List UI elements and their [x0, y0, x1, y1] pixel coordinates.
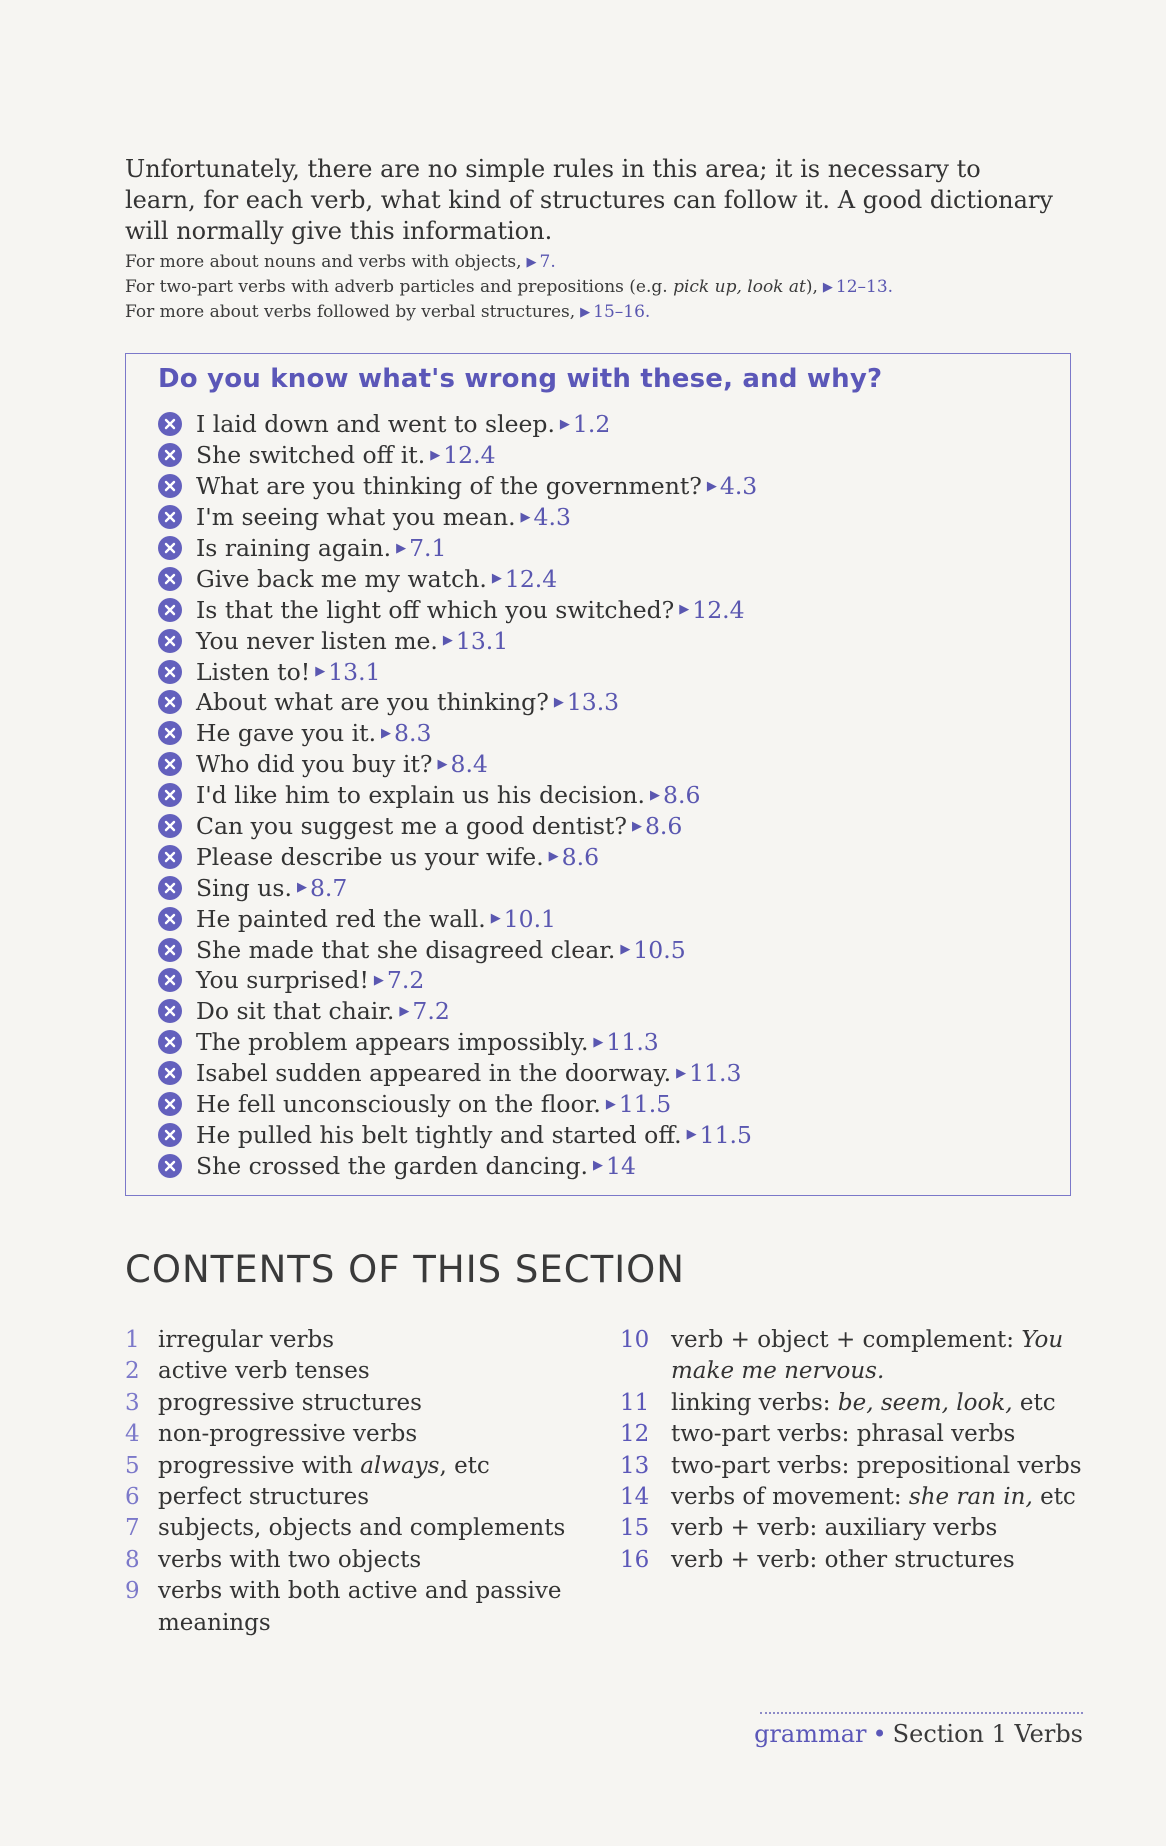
reference-example: pick up, look at	[673, 277, 806, 297]
quiz-sentence: She switched off it.	[196, 441, 426, 470]
contents-entry[interactable]	[620, 1545, 1090, 1576]
pointer-arrow-icon: ▶	[559, 416, 570, 432]
quiz-sentence: He painted red the wall.	[196, 904, 486, 933]
pointer-arrow-icon: ▶	[296, 880, 307, 896]
contents-title	[158, 1356, 615, 1387]
contents-number: 13	[620, 1452, 650, 1479]
wrong-cross-icon	[158, 876, 182, 900]
quiz-sentence: Can you suggest me a good dentist?	[196, 812, 627, 841]
quiz-reference-link[interactable]: 14	[606, 1151, 636, 1180]
wrong-cross-icon	[158, 907, 182, 931]
contents-entry[interactable]	[620, 1388, 1090, 1419]
quiz-reference-link[interactable]: 8.6	[561, 842, 600, 871]
quiz-reference-link[interactable]: 12.4	[692, 595, 745, 624]
wrong-cross-icon	[158, 1061, 182, 1085]
contents-column-right	[620, 1325, 1090, 1576]
reference-line	[125, 275, 1055, 300]
quiz-item	[158, 440, 757, 471]
quiz-item	[158, 656, 757, 687]
contents-title-part: perfect structures	[158, 1484, 370, 1511]
contents-entry[interactable]	[620, 1482, 1090, 1513]
contents-title	[158, 1576, 615, 1639]
contents-title-part: two-part verbs: prepositional verbs	[671, 1452, 1082, 1479]
wrong-cross-icon	[158, 474, 182, 498]
quiz-reference-link[interactable]: 11.3	[689, 1059, 742, 1088]
pointer-arrow-icon: ▶	[686, 1127, 697, 1143]
quiz-item	[158, 533, 757, 564]
contents-title	[671, 1513, 1090, 1544]
quiz-sentence: She made that she disagreed clear.	[196, 935, 616, 964]
intro-paragraph: Unfortunately, there are no simple rules in this area; it is necessary to learn, for each verb, what kind of structures can follow it. A good dictionary will normally give this information.	[125, 155, 1053, 245]
contents-entry[interactable]	[125, 1388, 615, 1419]
quiz-sentence: Please describe us your wife.	[196, 842, 544, 871]
quiz-reference-link[interactable]: 11.5	[618, 1090, 672, 1119]
footer-divider	[760, 1712, 1083, 1714]
contents-number: 4	[125, 1421, 140, 1448]
contents-title-part: You make me nervous.	[671, 1327, 1064, 1385]
quiz-reference-link[interactable]: 7.2	[386, 966, 425, 995]
pointer-arrow-icon: ▶	[396, 540, 407, 556]
contents-number: 5	[125, 1452, 140, 1479]
reference-text: For two-part verbs with adverb particles and prepositions (e.g.	[125, 277, 668, 297]
contents-number: 2	[125, 1358, 140, 1385]
quiz-item	[158, 718, 757, 749]
pointer-arrow-icon: ▶	[373, 972, 384, 988]
contents-entry[interactable]	[620, 1325, 1090, 1388]
wrong-cross-icon	[158, 721, 182, 745]
contents-number: 11	[620, 1389, 650, 1416]
wrong-cross-icon	[158, 629, 182, 653]
wrong-cross-icon	[158, 1123, 182, 1147]
wrong-cross-icon	[158, 598, 182, 622]
wrong-cross-icon	[158, 845, 182, 869]
contents-title-part: etc	[1032, 1484, 1076, 1511]
contents-number: 15	[620, 1515, 650, 1542]
quiz-sentence: I'm seeing what you mean.	[196, 503, 516, 532]
reference-line	[125, 300, 1055, 325]
quiz-box	[125, 353, 1071, 1196]
wrong-cross-icon	[158, 752, 182, 776]
pointer-arrow-icon: ▶	[430, 447, 441, 463]
contents-title-part: irregular verbs	[158, 1327, 334, 1353]
contents-entry[interactable]	[125, 1451, 615, 1482]
contents-number: 7	[125, 1515, 140, 1542]
contents-title	[671, 1451, 1090, 1482]
contents-title	[158, 1513, 615, 1544]
contents-title-part: always	[360, 1452, 440, 1479]
pointer-arrow-icon: ▶	[822, 280, 833, 295]
quiz-item	[158, 996, 757, 1027]
contents-title-part: active verb tenses	[158, 1358, 370, 1385]
quiz-reference-link[interactable]: 11.3	[606, 1028, 659, 1057]
pointer-arrow-icon: ▶	[620, 942, 631, 958]
contents-entry[interactable]	[125, 1482, 615, 1513]
wrong-cross-icon	[158, 536, 182, 560]
quiz-reference-link[interactable]: 13.1	[328, 657, 381, 686]
quiz-title: Do you know what's wrong with these, and why?	[158, 364, 883, 394]
contents-number: 9	[125, 1578, 140, 1605]
quiz-item	[158, 1150, 757, 1181]
quiz-reference-link[interactable]: 7.1	[409, 534, 447, 562]
pointer-arrow-icon: ▶	[679, 602, 690, 618]
contents-title-part: progressive structures	[158, 1389, 422, 1416]
quiz-sentence: Who did you buy it?	[196, 750, 433, 779]
wrong-cross-icon	[158, 443, 182, 467]
contents-number: 12	[620, 1421, 650, 1448]
pointer-arrow-icon: ▶	[526, 255, 537, 270]
quiz-reference-link[interactable]: 7.2	[412, 997, 450, 1026]
quiz-item	[158, 934, 757, 965]
quiz-reference-link[interactable]: 8.7	[309, 873, 348, 902]
quiz-reference-link[interactable]: 12.4	[504, 564, 558, 593]
contents-number: 10	[620, 1327, 650, 1353]
contents-number: 14	[620, 1484, 650, 1511]
quiz-item	[158, 687, 757, 718]
quiz-item	[158, 1027, 757, 1058]
quiz-sentence: I'd like him to explain us his decision.	[196, 781, 646, 810]
contents-title-part: be, seem, look,	[837, 1389, 1013, 1416]
wrong-cross-icon	[158, 968, 182, 992]
pointer-arrow-icon: ▶	[315, 664, 326, 680]
quiz-sentence: He fell unconsciously on the floor.	[196, 1090, 601, 1119]
footer-grammar: grammar	[754, 1720, 867, 1748]
wrong-cross-icon	[158, 1154, 182, 1178]
wrong-cross-icon	[158, 412, 182, 436]
contents-number: 1	[125, 1327, 140, 1353]
contents-entry[interactable]	[620, 1513, 1090, 1544]
quiz-reference-link[interactable]: 11.5	[699, 1120, 752, 1149]
footer-bullet: •	[872, 1720, 887, 1748]
quiz-item	[158, 903, 757, 934]
reference-text: ),	[805, 277, 818, 297]
quiz-item	[158, 625, 757, 656]
quiz-sentence: You surprised!	[196, 966, 369, 995]
quiz-item	[158, 841, 757, 872]
reference-text: For more about verbs followed by verbal structures,	[125, 302, 576, 322]
quiz-sentence: He pulled his belt tightly and started off.	[196, 1120, 682, 1149]
pointer-arrow-icon: ▶	[676, 1065, 687, 1081]
contents-title-part: verb + object + complement:	[671, 1327, 1022, 1353]
quiz-sentence: He gave you it.	[196, 719, 377, 748]
reference-link[interactable]: 7.	[539, 252, 556, 272]
pointer-arrow-icon: ▶	[553, 694, 564, 710]
quiz-sentence: Do sit that chair.	[196, 997, 395, 1026]
reference-link[interactable]: 12–13.	[835, 277, 894, 297]
contents-column-left	[125, 1325, 615, 1639]
quiz-item	[158, 872, 757, 903]
contents-title	[671, 1545, 1090, 1576]
quiz-sentence: You never listen me.	[196, 626, 438, 655]
running-footer	[754, 1720, 1083, 1748]
contents-title-part: verbs with two objects	[158, 1546, 422, 1573]
quiz-item	[158, 409, 757, 440]
pointer-arrow-icon: ▶	[548, 849, 559, 865]
pointer-arrow-icon: ▶	[381, 725, 392, 741]
pointer-arrow-icon: ▶	[520, 509, 531, 525]
quiz-sentence: About what are you thinking?	[196, 688, 549, 717]
quiz-item	[158, 1058, 757, 1089]
contents-entry[interactable]	[125, 1356, 615, 1387]
contents-title	[671, 1325, 1090, 1388]
contents-entry[interactable]	[620, 1451, 1090, 1482]
contents-entry[interactable]	[125, 1419, 615, 1450]
pointer-arrow-icon: ▶	[437, 756, 448, 772]
footer-section: Section 1 Verbs	[892, 1720, 1083, 1748]
pointer-arrow-icon: ▶	[605, 1096, 616, 1112]
quiz-reference-link[interactable]: 8.6	[663, 781, 701, 810]
quiz-sentence: I laid down and went to sleep.	[196, 410, 555, 439]
contents-number: 8	[125, 1546, 140, 1573]
quiz-reference-link[interactable]: 8.6	[644, 812, 683, 841]
quiz-reference-link[interactable]: 12.4	[443, 441, 496, 470]
contents-title-part: verbs with both active and passive meanings	[158, 1578, 562, 1636]
quiz-reference-link[interactable]: 13.3	[566, 688, 620, 717]
wrong-cross-icon	[158, 938, 182, 962]
contents-entry[interactable]	[125, 1325, 615, 1356]
pointer-arrow-icon: ▶	[490, 911, 501, 927]
wrong-cross-icon	[158, 690, 182, 714]
contents-title	[671, 1388, 1090, 1419]
contents-title-part: verb + verb: other structures	[671, 1546, 1015, 1573]
quiz-reference-link[interactable]: 13.1	[455, 626, 509, 655]
reference-line	[125, 250, 1055, 275]
wrong-cross-icon	[158, 567, 182, 591]
contents-entry[interactable]	[125, 1513, 615, 1544]
quiz-item	[158, 780, 757, 811]
pointer-arrow-icon: ▶	[631, 818, 642, 834]
cross-references	[125, 250, 1055, 325]
pointer-arrow-icon: ▶	[593, 1034, 604, 1050]
quiz-item	[158, 1119, 757, 1150]
contents-title-part: she ran in,	[908, 1484, 1033, 1511]
quiz-reference-link[interactable]: 4.3	[533, 503, 571, 532]
wrong-cross-icon	[158, 505, 182, 529]
contents-title	[158, 1451, 615, 1482]
wrong-cross-icon	[158, 783, 182, 807]
contents-title	[671, 1482, 1090, 1513]
quiz-reference-link[interactable]: 10.5	[633, 935, 686, 964]
pointer-arrow-icon: ▶	[491, 571, 502, 587]
contents-title	[158, 1545, 615, 1576]
quiz-item	[158, 563, 757, 594]
contents-number: 16	[620, 1546, 650, 1573]
quiz-sentence: Is raining again.	[196, 534, 392, 562]
quiz-sentence: Sing us.	[196, 873, 292, 902]
quiz-item	[158, 1089, 757, 1120]
contents-title-part: verb + verb: auxiliary verbs	[671, 1515, 998, 1542]
quiz-item	[158, 594, 757, 625]
contents-entry[interactable]	[125, 1545, 615, 1576]
contents-title	[158, 1325, 615, 1356]
wrong-cross-icon	[158, 814, 182, 838]
pointer-arrow-icon: ▶	[650, 787, 661, 803]
quiz-sentence: The problem appears impossibly.	[196, 1028, 589, 1057]
pointer-arrow-icon: ▶	[706, 478, 717, 494]
reference-text: For more about nouns and verbs with objects,	[125, 252, 522, 272]
contents-title-part: two-part verbs: phrasal verbs	[671, 1421, 1016, 1448]
wrong-cross-icon	[158, 1030, 182, 1054]
pointer-arrow-icon: ▶	[580, 305, 591, 320]
quiz-reference-link[interactable]: 8.3	[394, 719, 432, 748]
quiz-sentence: Give back me my watch.	[196, 564, 487, 593]
contents-entry[interactable]	[125, 1576, 615, 1639]
contents-heading: CONTENTS OF THIS SECTION	[125, 1248, 685, 1291]
contents-title	[158, 1482, 615, 1513]
quiz-reference-link[interactable]: 4.3	[719, 472, 758, 501]
quiz-reference-link[interactable]: 8.4	[450, 750, 488, 779]
contents-number: 3	[125, 1389, 140, 1416]
quiz-sentence: Is that the light off which you switched?	[196, 595, 675, 624]
contents-entry[interactable]	[620, 1419, 1090, 1450]
wrong-cross-icon	[158, 660, 182, 684]
wrong-cross-icon	[158, 999, 182, 1023]
quiz-reference-link[interactable]: 10.1	[503, 904, 557, 933]
contents-title	[158, 1388, 615, 1419]
contents-title	[671, 1419, 1090, 1450]
quiz-item	[158, 749, 757, 780]
contents-title-part: progressive with	[158, 1452, 361, 1479]
wrong-cross-icon	[158, 1092, 182, 1116]
contents-title-part: verbs of movement:	[671, 1484, 909, 1511]
quiz-reference-link[interactable]: 1.2	[572, 410, 611, 439]
contents-title-part: etc	[1012, 1389, 1056, 1416]
reference-link[interactable]: 15–16.	[593, 302, 651, 322]
contents-title-part: subjects, objects and complements	[158, 1515, 566, 1542]
quiz-sentence: What are you thinking of the government?	[196, 472, 702, 501]
quiz-item	[158, 811, 757, 842]
quiz-sentence: Listen to!	[196, 657, 311, 686]
quiz-item	[158, 471, 757, 502]
contents-title	[158, 1419, 615, 1450]
contents-number: 6	[125, 1484, 140, 1511]
pointer-arrow-icon: ▶	[593, 1158, 604, 1174]
contents-title-part: linking verbs:	[671, 1389, 838, 1416]
quiz-sentence: Isabel sudden appeared in the doorway.	[196, 1059, 672, 1088]
contents-title-part: non-progressive verbs	[158, 1421, 418, 1448]
pointer-arrow-icon: ▶	[399, 1003, 410, 1019]
quiz-item	[158, 502, 757, 533]
quiz-list	[158, 409, 757, 1181]
quiz-sentence: She crossed the garden dancing.	[196, 1151, 589, 1180]
quiz-item	[158, 965, 757, 996]
pointer-arrow-icon: ▶	[442, 633, 453, 649]
contents-title-part: , etc	[439, 1452, 490, 1479]
